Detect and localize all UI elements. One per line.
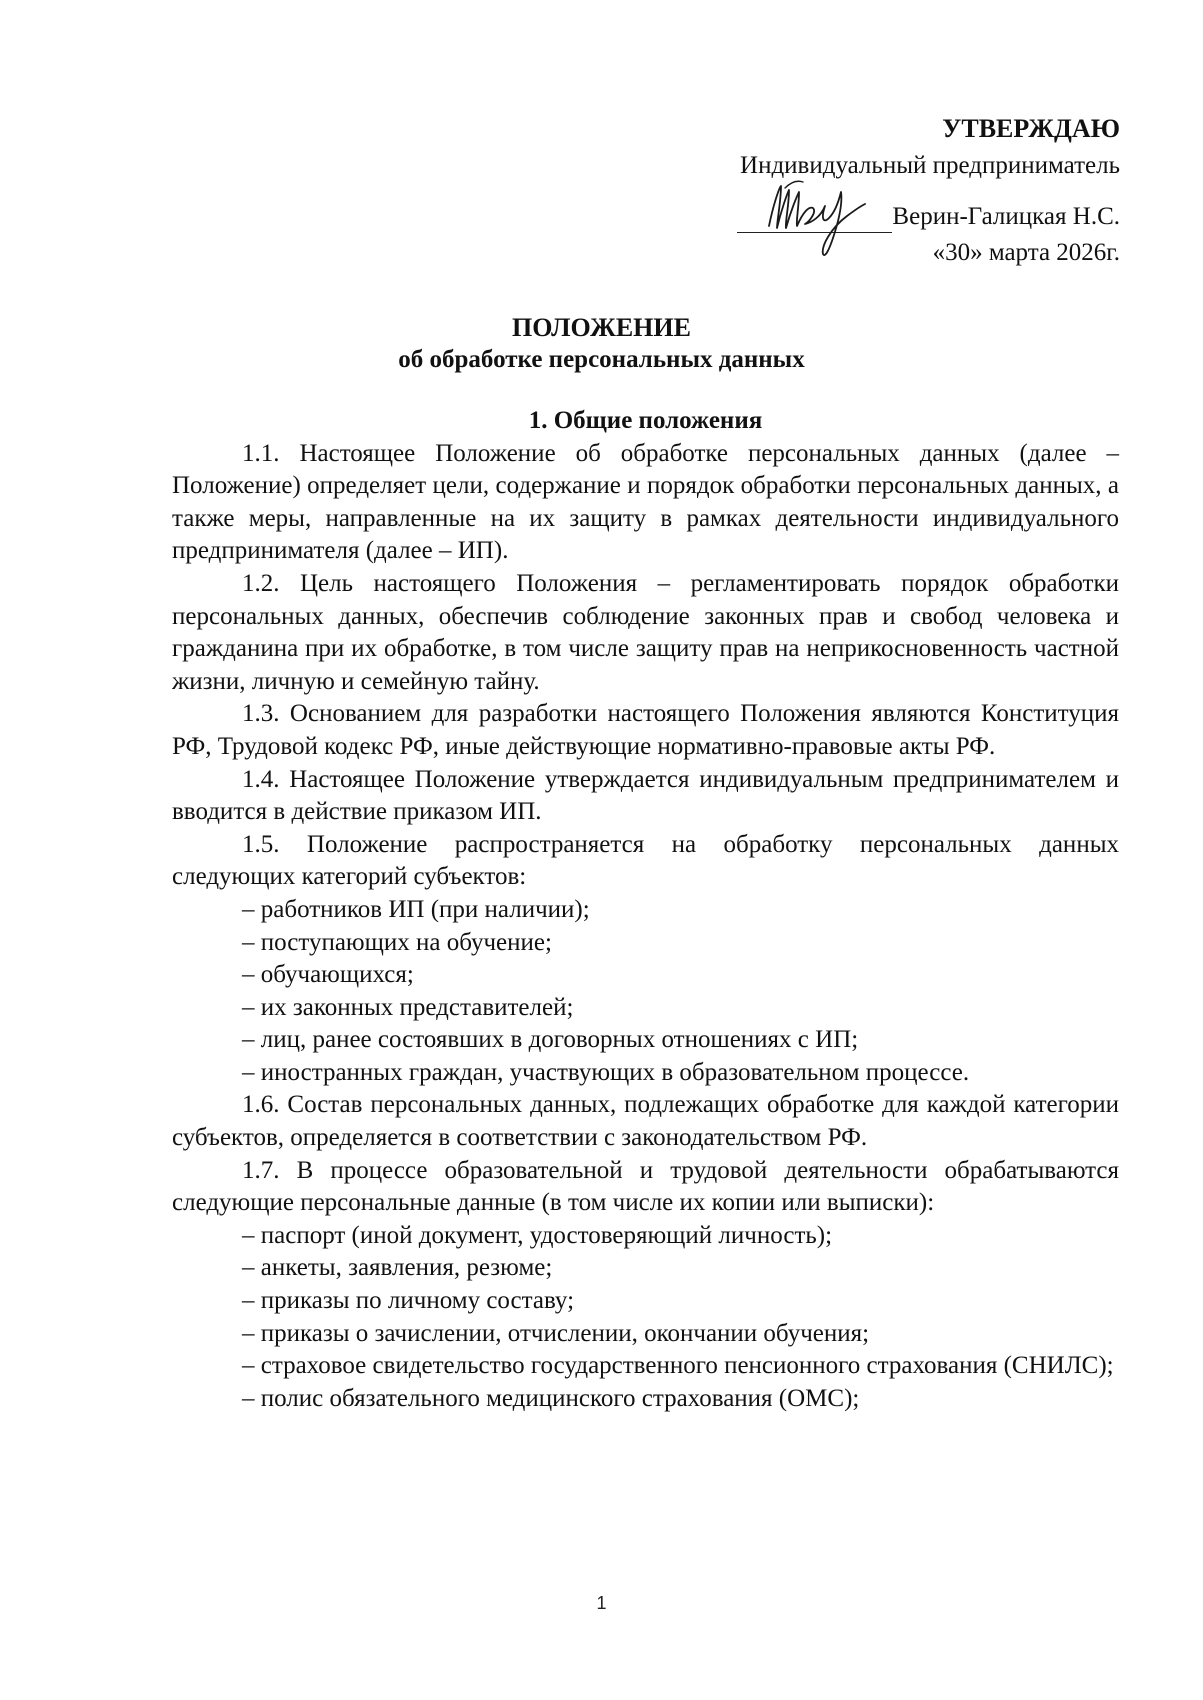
list-item: – лиц, ранее состоявших в договорных отношениях с ИП; — [242, 1026, 859, 1054]
list-item: – полис обязательного медицинского страхования (ОМС); — [242, 1384, 860, 1412]
signature-underline — [737, 206, 892, 233]
list-item: – приказы по личному составу; — [242, 1287, 575, 1315]
list-item: – обучающихся; — [242, 961, 414, 989]
list-item: – приказы о зачислении, отчислении, окончании обучения; — [242, 1319, 870, 1347]
approver-role: Индивидуальный предприниматель — [740, 152, 1120, 179]
approval-date: «30» марта 2026г. — [932, 239, 1120, 266]
paragraph-1-6: 1.6. Состав персональных данных, подлежащих обработке для каждой категории субъектов, определяется в соответствии с законодательством РФ. — [172, 1091, 1119, 1152]
paragraph-1-5: 1.5. Положение распространяется на обработку персональных данных следующих категорий субъектов: — [172, 830, 1119, 891]
page-number: 1 — [596, 1593, 607, 1613]
list-item: – анкеты, заявления, резюме; — [242, 1254, 553, 1282]
list-item: – поступающих на обучение; — [242, 928, 552, 956]
signature-line — [737, 200, 1120, 233]
list-item: – паспорт (иной документ, удостоверяющий личность); — [242, 1221, 833, 1249]
document-title-block — [0, 312, 1203, 376]
list-item: – иностранных граждан, участвующих в образовательном процессе. — [242, 1058, 970, 1086]
section-heading: 1. Общие положения — [528, 407, 763, 434]
paragraph-1-2: 1.2. Цель настоящего Положения – регламентировать порядок обработки персональных данных, обеспечив соблюдение законных прав и свобод человека и гражданина при их обработке, в том числе защиту прав на неприкосновенность частной жизни, личную и семейную тайну. — [172, 569, 1119, 695]
paragraph-1-4: 1.4. Настоящее Положение утверждается индивидуальным предпринимателем и вводится в действие приказом ИП. — [172, 765, 1119, 826]
approval-block — [737, 112, 1120, 269]
paragraph-1-7: 1.7. В процессе образовательной и трудовой деятельности обрабатываются следующие персональные данные (в том числе их копии или выписки): — [172, 1156, 1119, 1217]
document-body — [172, 405, 1119, 1415]
paragraph-1-3: 1.3. Основанием для разработки настоящего Положения являются Конституция РФ, Трудовой кодекс РФ, иные действующие нормативно-правовые акты РФ. — [172, 700, 1119, 760]
list-item: – их законных представителей; — [242, 993, 574, 1021]
signatory-name: Верин-Галицкая Н.С. — [892, 203, 1120, 230]
paragraph-1-1: 1.1. Настоящее Положение об обработке персональных данных (далее – Положение) определяет цели, содержание и порядок обработки персональных данных, а также меры, направленные на их защиту в рамках деятельности индивидуального предпринимателя (далее – ИП). — [172, 439, 1119, 565]
document-subtitle: об обработке персональных данных — [398, 346, 805, 373]
document-title: ПОЛОЖЕНИЕ — [512, 313, 691, 342]
list-item: – страховое свидетельство государственного пенсионного страхования (СНИЛС); — [242, 1352, 1114, 1380]
list-item: – работников ИП (при наличии); — [242, 895, 590, 923]
approval-heading: УТВЕРЖДАЮ — [942, 114, 1120, 143]
